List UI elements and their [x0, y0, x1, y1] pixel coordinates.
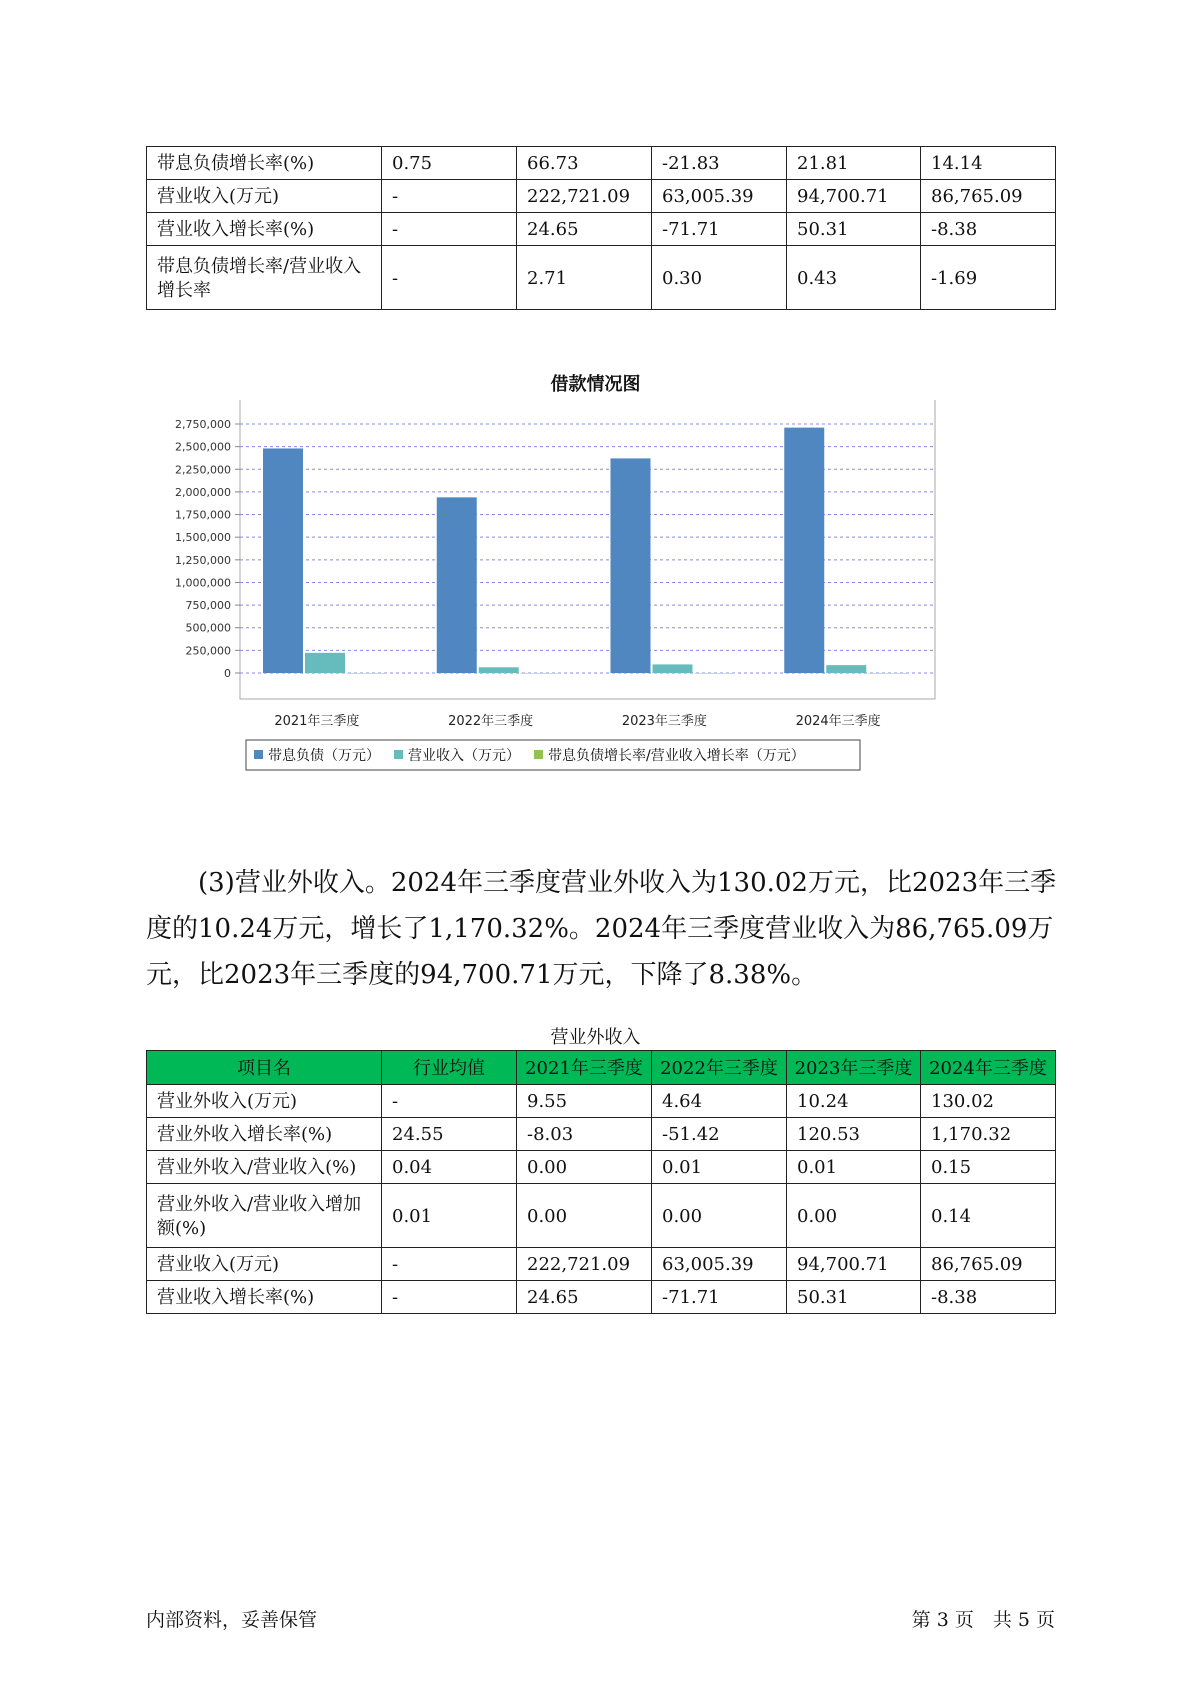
- table-cell: 0.00: [787, 1184, 921, 1248]
- legend-swatch: [534, 750, 543, 759]
- table-cell: -: [382, 1248, 517, 1281]
- table-cell: -: [382, 1085, 517, 1118]
- bar: [784, 428, 824, 673]
- table-cell: 0.15: [921, 1151, 1056, 1184]
- table-cell: 222,721.09: [517, 1248, 652, 1281]
- table-cell: 0.43: [787, 246, 921, 310]
- table-cell: 0.00: [517, 1184, 652, 1248]
- table-cell: 86,765.09: [921, 180, 1056, 213]
- bar: [695, 673, 735, 674]
- y-tick-label: 2,500,000: [175, 440, 231, 454]
- table-cell: 0.75: [382, 147, 517, 180]
- table-caption: 营业外收入: [550, 1027, 641, 1048]
- y-tick-label: 2,250,000: [175, 463, 231, 477]
- legend-label: 带息负债（万元）: [268, 748, 380, 764]
- table-cell: 10.24: [787, 1085, 921, 1118]
- table-header-row: [147, 1051, 1056, 1085]
- table-cell: -71.71: [652, 1281, 787, 1314]
- table-cell: -8.38: [921, 213, 1056, 246]
- table-cell: 222,721.09: [517, 180, 652, 213]
- table-row: [147, 180, 1056, 213]
- table-cell: 24.55: [382, 1118, 517, 1151]
- row-label: 营业收入增长率(%): [147, 1281, 382, 1314]
- table-cell: 2.71: [517, 246, 652, 310]
- y-tick-label: 1,250,000: [175, 553, 231, 567]
- table-cell: 0.00: [517, 1151, 652, 1184]
- table-cell: 94,700.71: [787, 1248, 921, 1281]
- x-tick-label: 2023年三季度: [621, 714, 707, 729]
- column-header: 2021年三季度: [517, 1051, 652, 1085]
- x-tick-label: 2021年三季度: [274, 714, 360, 729]
- legend-label: 营业收入（万元）: [408, 748, 520, 764]
- table-row: [147, 147, 1056, 180]
- debt-revenue-table: [146, 146, 1056, 310]
- table-cell: 66.73: [517, 147, 652, 180]
- column-header: 2024年三季度: [921, 1051, 1056, 1085]
- bar: [347, 673, 387, 674]
- table-cell: 130.02: [921, 1085, 1056, 1118]
- row-label: 营业收入(万元): [147, 1248, 382, 1281]
- table-row: [147, 1248, 1056, 1281]
- table-cell: 63,005.39: [652, 180, 787, 213]
- y-tick-label: 2,750,000: [175, 418, 231, 431]
- loan-bar-chart: [150, 400, 1050, 820]
- table-cell: 120.53: [787, 1118, 921, 1151]
- table-cell: -51.42: [652, 1118, 787, 1151]
- row-label: 营业外收入/营业收入(%): [147, 1151, 382, 1184]
- y-tick-label: 1,750,000: [175, 508, 231, 522]
- y-tick-label: 2,000,000: [175, 485, 231, 499]
- y-tick-label: 750,000: [185, 599, 231, 613]
- table-cell: 0.01: [652, 1151, 787, 1184]
- table-cell: 94,700.71: [787, 180, 921, 213]
- row-label: 营业外收入增长率(%): [147, 1118, 382, 1151]
- y-tick-label: 0: [224, 667, 231, 680]
- bar: [263, 448, 303, 673]
- column-header: 2022年三季度: [652, 1051, 787, 1085]
- bar: [611, 458, 651, 673]
- y-tick-label: 250,000: [185, 644, 231, 658]
- footer-confidential: 内部资料，妥善保管: [146, 1609, 318, 1631]
- chart-title: 借款情况图: [550, 374, 641, 395]
- body-paragraph: [146, 860, 1066, 998]
- table-cell: 0.14: [921, 1184, 1056, 1248]
- table-row: [147, 1151, 1056, 1184]
- bar: [826, 665, 866, 673]
- table-row: [147, 1281, 1056, 1314]
- bar: [305, 653, 345, 673]
- table-cell: -: [382, 246, 517, 310]
- table-cell: -: [382, 1281, 517, 1314]
- table-cell: 4.64: [652, 1085, 787, 1118]
- y-tick-label: 500,000: [185, 621, 231, 635]
- bar: [521, 673, 561, 674]
- bar: [868, 673, 908, 674]
- bar: [437, 497, 477, 673]
- table-row: [147, 246, 1056, 310]
- table-cell: 0.04: [382, 1151, 517, 1184]
- legend-swatch: [254, 750, 263, 759]
- y-tick-label: 1,500,000: [175, 531, 231, 545]
- table-cell: 9.55: [517, 1085, 652, 1118]
- bar: [479, 667, 519, 673]
- row-label: 营业外收入(万元): [147, 1085, 382, 1118]
- paragraph-text: (3)营业外收入。2024年三季度营业外收入为130.02万元，比2023年三季度的10.24万元，增长了1,170.32%。2024年三季度营业收入为86,765.09万元，比2023年三季度的94,700.71万元，下降了8.38%。: [146, 868, 1057, 990]
- table-cell: 1,170.32: [921, 1118, 1056, 1151]
- table-cell: 50.31: [787, 1281, 921, 1314]
- table-cell: -1.69: [921, 246, 1056, 310]
- legend-swatch: [394, 750, 403, 759]
- table-row: [147, 1085, 1056, 1118]
- table-cell: 86,765.09: [921, 1248, 1056, 1281]
- table-row: [147, 1184, 1056, 1248]
- bar: [653, 664, 693, 673]
- table-cell: -: [382, 180, 517, 213]
- table-cell: 24.65: [517, 213, 652, 246]
- x-tick-label: 2024年三季度: [795, 714, 881, 729]
- table-row: [147, 1118, 1056, 1151]
- non-operating-income-table: [146, 1050, 1056, 1314]
- table-cell: -8.03: [517, 1118, 652, 1151]
- table-cell: -8.38: [921, 1281, 1056, 1314]
- table-cell: -71.71: [652, 213, 787, 246]
- row-label: 营业收入(万元): [147, 180, 382, 213]
- table-cell: 0.01: [787, 1151, 921, 1184]
- legend-label: 带息负债增长率/营业收入增长率（万元）: [548, 748, 805, 764]
- y-tick-label: 1,000,000: [175, 576, 231, 590]
- column-header: 行业均值: [382, 1051, 517, 1085]
- table-cell: 0.01: [382, 1184, 517, 1248]
- table-cell: -: [382, 213, 517, 246]
- row-label: 带息负债增长率/营业收入增长率: [147, 246, 382, 310]
- column-header: 2023年三季度: [787, 1051, 921, 1085]
- table-cell: 63,005.39: [652, 1248, 787, 1281]
- row-label: 带息负债增长率(%): [147, 147, 382, 180]
- table-cell: 0.30: [652, 246, 787, 310]
- row-label: 营业外收入/营业收入增加额(%): [147, 1184, 382, 1248]
- table-cell: 50.31: [787, 213, 921, 246]
- x-tick-label: 2022年三季度: [448, 714, 534, 729]
- table-cell: 24.65: [517, 1281, 652, 1314]
- table-cell: 21.81: [787, 147, 921, 180]
- table-cell: -21.83: [652, 147, 787, 180]
- table-cell: 14.14: [921, 147, 1056, 180]
- row-label: 营业收入增长率(%): [147, 213, 382, 246]
- column-header: 项目名: [147, 1051, 382, 1085]
- table-cell: 0.00: [652, 1184, 787, 1248]
- footer-page-number: 第 3 页 共 5 页: [911, 1609, 1055, 1631]
- table-row: [147, 213, 1056, 246]
